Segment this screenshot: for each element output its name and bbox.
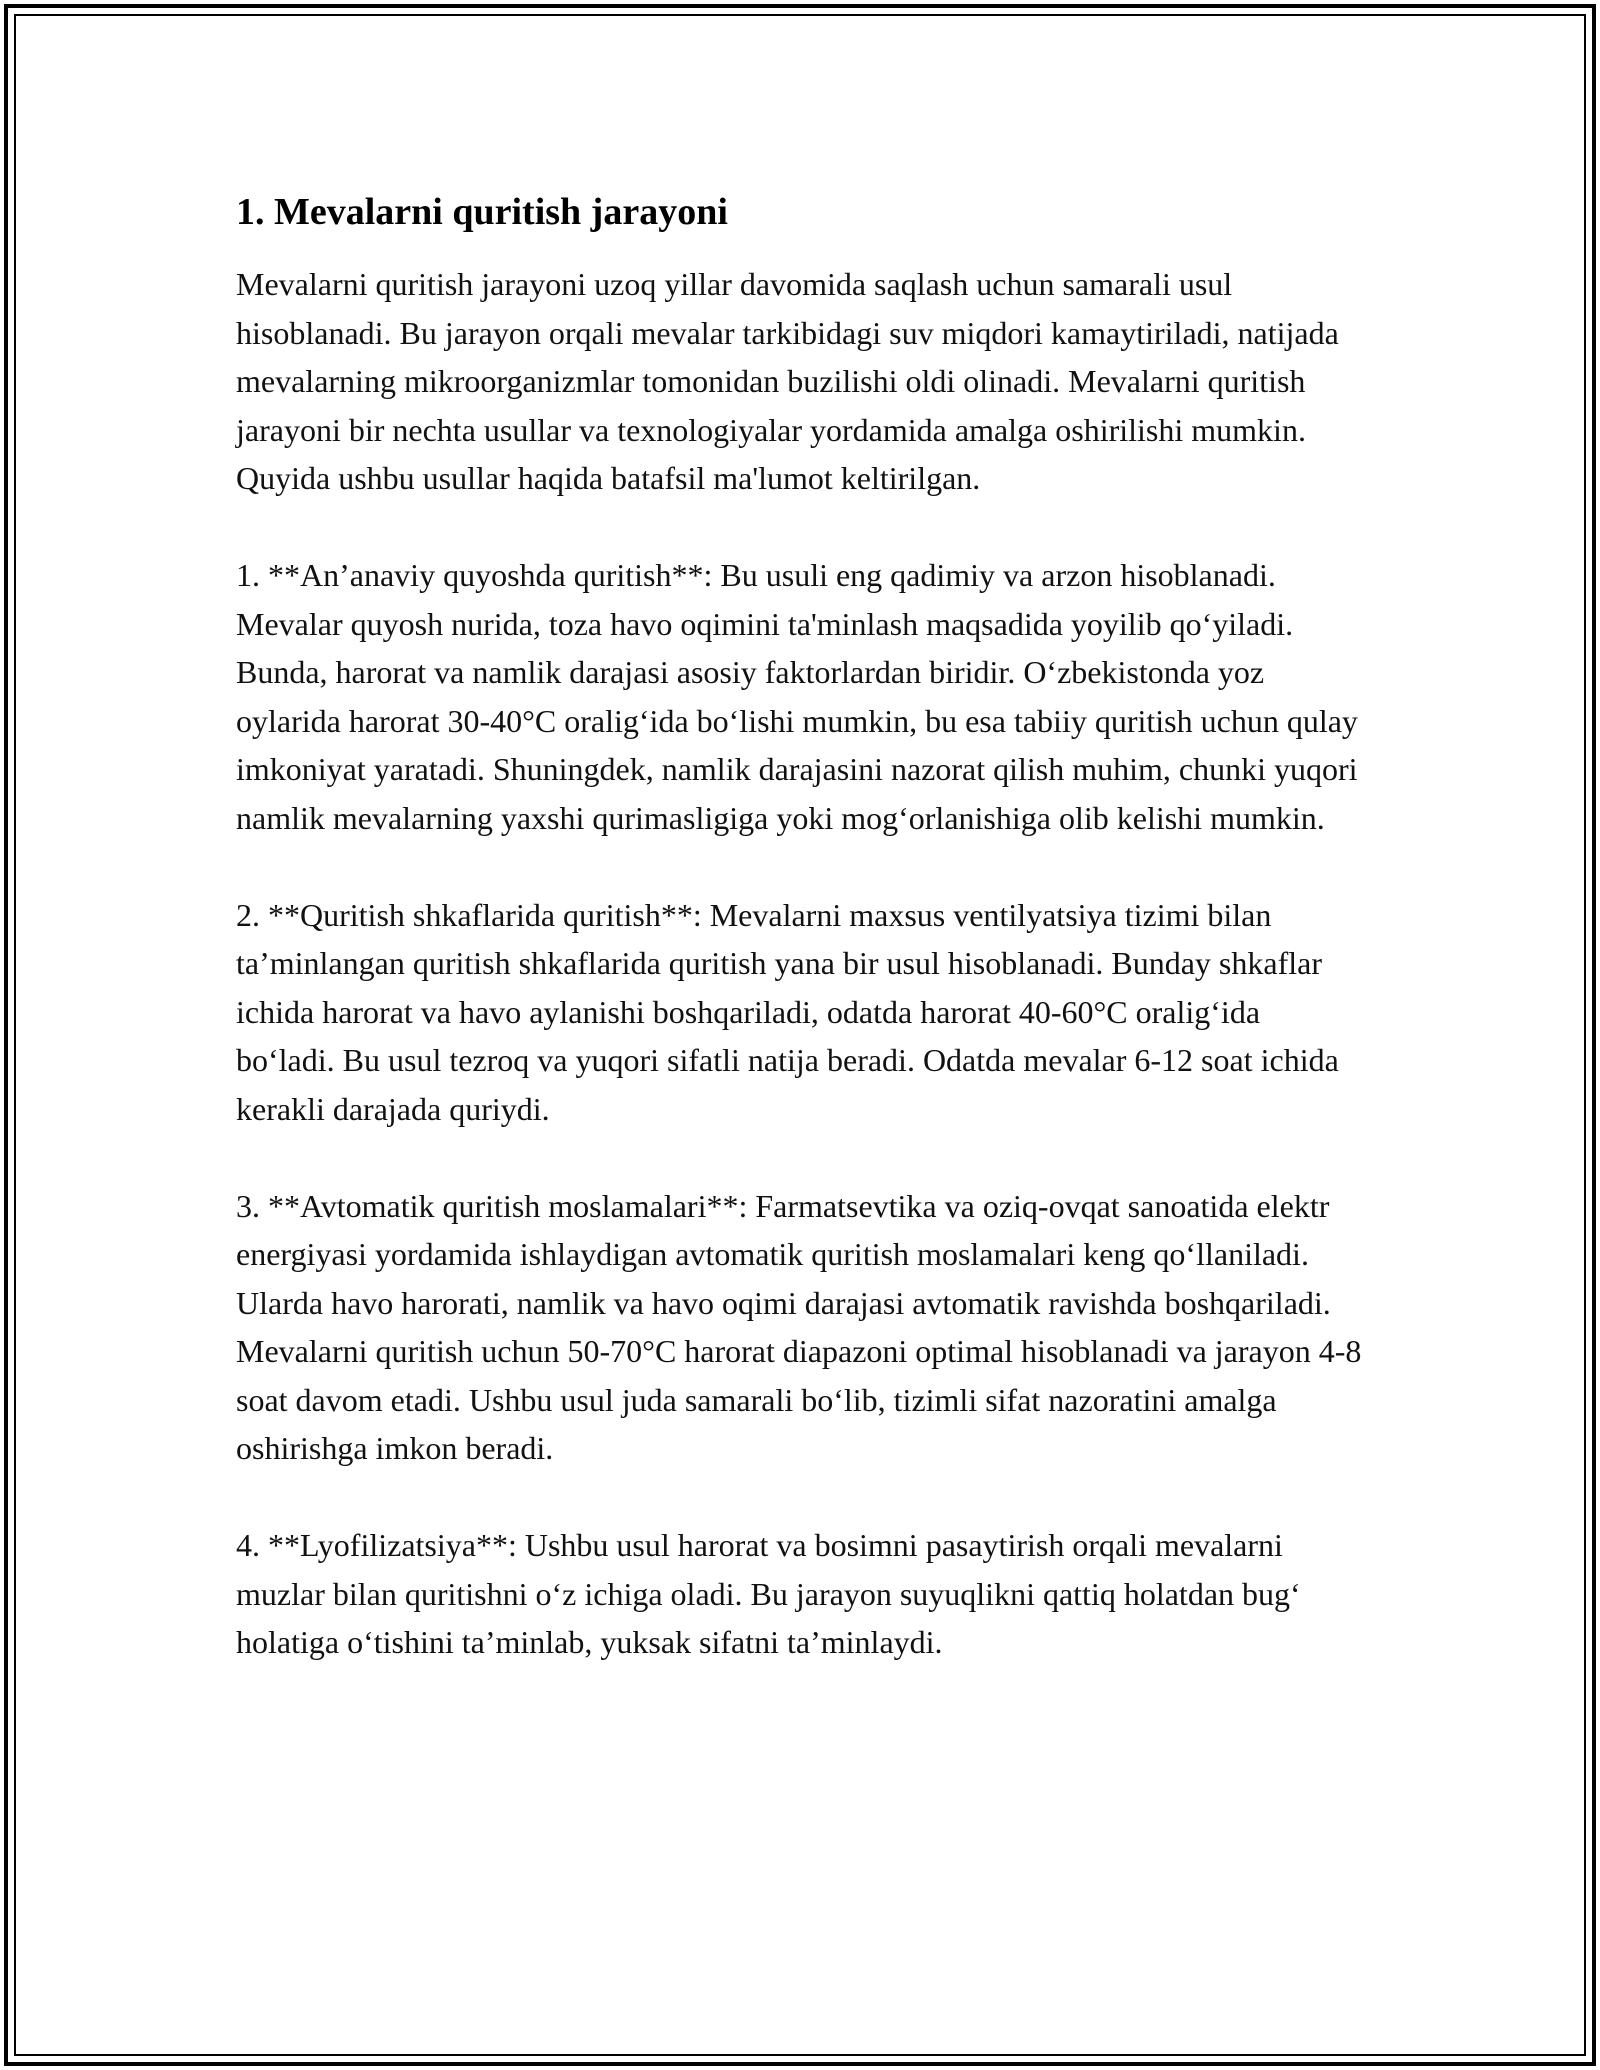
document-title: 1. Mevalarni quritish jarayoni (236, 191, 728, 233)
paragraph-sun-drying: 1. **An’anaviy quyoshda quritish**: Bu usuli eng qadimiy va arzon hisoblanadi. Mevalar quyosh nurida, toza havo oqimini ta'minlash maqsadida yoyilib qo‘yiladi. Bunda, harorat va namlik darajasi asosiy faktorlardan biridir. O‘zbekistonda yoz oylarida harorat 30-40°C oralig‘ida bo‘lishi mumkin, bu esa tabiiy quritish uchun qulay imkoniyat yaratadi. Shuningdek, namlik darajasini nazorat qilish muhim, chunki yuqori namlik mevalarning yaxshi qurimasligiga yoki mog‘orlanishiga olib kelishi mumkin. (236, 557, 1358, 836)
paragraph-drying-cabinets: 2. **Quritish shkaflarida quritish**: Mevalarni maxsus ventilyatsiya tizimi bilan ta’minlangan quritish shkaflarida quritish yana bir usul hisoblanadi. Bunday shkaflar ichida harorat va havo aylanishi boshqariladi, odatda harorat 40-60°C oralig‘ida bo‘ladi. Bu usul tezroq va yuqori sifatli natija beradi. Odatda mevalar 6-12 soat ichida kerakli darajada quriydi. (236, 896, 1339, 1127)
paragraph-lyophilization: 4. **Lyofilizatsiya**: Ushbu usul harorat va bosimni pasaytirish orqali mevalarni muzlar bilan quritishni o‘z ichiga oladi. Bu jarayon suyuqlikni qattiq holatdan bug‘ holatiga o‘tishini ta’minlab, yuksak sifatni ta’minlaydi. (236, 1527, 1301, 1660)
paragraph-intro: Mevalarni quritish jarayoni uzoq yillar davomida saqlash uchun samarali usul hisoblanadi. Bu jarayon orqali mevalar tarkibidagi suv miqdori kamaytiriladi, natijada mevalarning mikroorganizmlar tomonidan buzilishi oldi olinadi. Mevalarni quritish jarayoni bir nechta usullar va texnologiyalar yordamida amalga oshirilishi mumkin. Quyida ushbu usullar haqida batafsil ma'lumot keltirilgan. (236, 266, 1339, 496)
paragraph-automatic-dryers: 3. **Avtomatik quritish moslamalari**: Farmatsevtika va oziq-ovqat sanoatida elektr energiyasi yordamida ishlaydigan avtomatik quritish moslamalari keng qo‘llaniladi. Ularda havo harorati, namlik va havo oqimi darajasi avtomatik ravishda boshqariladi. Mevalarni quritish uchun 50-70°C harorat diapazoni optimal hisoblanadi va jarayon 4-8 soat davom etadi. Ushbu usul juda samarali bo‘lib, tizimli sifat nazoratini amalga oshirishga imkon beradi. (236, 1187, 1362, 1466)
document-body (236, 188, 1366, 1715)
